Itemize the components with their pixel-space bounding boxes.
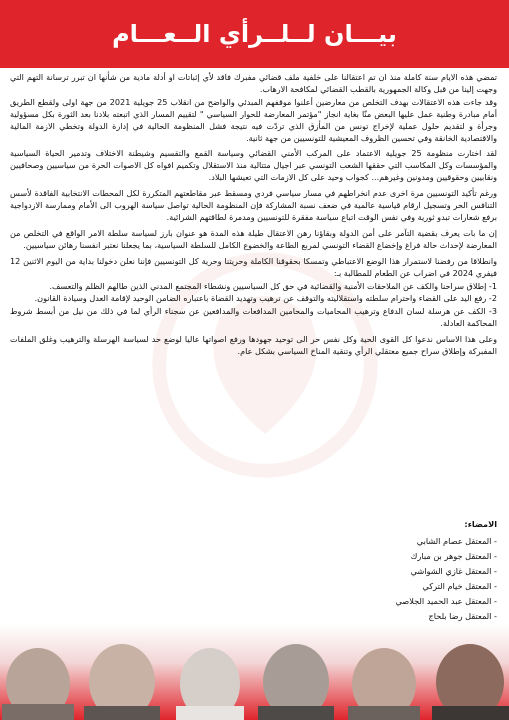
paragraph-intro: تمضي هذه الايام سنة كاملة منذ ان تم اعتقالنا على خلفية ملف قضائي مفبرك فاقد لأي إثباتات او أدلة مادية من شأنها ان تبرر ترسانة التهم التي وجهت إلينا من قبل وكالة الجمهورية بالقطب القضائي لمكافحة الارهاب. <box>10 72 497 94</box>
demand-1: 1- إطلاق سراحنا والكف عن الملاحقات الأمنية والقضائية في حق كل السياسيين ونشطاء المجتمع المدني الذين طالهم الظلم والتعسف. <box>49 280 497 291</box>
portrait-photo <box>84 644 160 720</box>
header-banner <box>0 0 509 68</box>
paragraph-conspiracy-case: إن ما بات يعرف بقضية التآمر على أمن الدولة وبقاؤنا رهن الاعتقال طيلة هذه المدة هو عنوان بارز لسياسة سلطة الامر الواقع في التخلص من المعارضة لإحداث حالة فراغ وإخضاع القضاء التونسي لمربع الطاعة والخضوع الكامل للسلطة السياسية، بما يجعلنا نعتبر انفسنا رهائن سياسيين. <box>10 227 497 250</box>
demand-2: 2- رفع اليد على القضاء واحترام سلطته واستقلاليته والتوقف عن ترهيب وتهديد القضاة باعتباره الضامن الوحيد لإقامة العدل وسيادة القانون. <box>34 293 497 304</box>
signature-title: الامضاء: <box>464 519 497 529</box>
signature-block <box>395 517 497 624</box>
paragraph-elections: ورغم تأكيد التونسيين مرة اخرى عدم انخراطهم في مسار سياسي فردي ومسقط عبر مقاطعتهم المتكررة لكل المحطات الانتخابية الفاقدة لأسس التنافس الحر وتسجيل ارقام قياسية عالمية في ضعف نسبة المشاركة فإن المنظومة الحالية تواصل سياسة الهروب الى الأمام وممارسة الازدواجية برفع شعارات تبدو ثورية وفي نفس الوقت اتباع سياسة مفقرة للتونسيين ومدمرة لطاقتهم الشرائية. <box>10 188 497 222</box>
signatory: - المعتقل عبد الحميد الجلاصي <box>395 596 497 606</box>
portrait-photo <box>432 644 509 720</box>
statement-body <box>10 72 497 359</box>
portrait-photo <box>2 648 74 720</box>
signatory: - المعتقل غازي الشواشي <box>410 566 497 576</box>
demand-3: 3- الكف عن هرسلة لسان الدفاع وترهيب المحاميات والمحامين المدافعات والمدافعين عن سجناء الرأي لما في ذلك من نيل من أبسط شروط المحاكمة العادلة. <box>10 306 497 329</box>
paragraph-background: وقد جاءت هذه الاعتقالات بهدف التخلص من معارضين أعلنوا موقفهم المبدئي والواضح من انقلاب 25 جويلية 2021 من جهة اولى ولقطع الطريق أمام مبادرة وطنية عمل عليها البعض منّا بغاية انجاز "مؤتمر المعارضة للحوار السياسي " لتقييم المسار الذي اتبعته بلادنا بعد الثورة بكل مسؤولية وجرأة و لتقديم حلول عملية لإخراج تونس من المأزق الذي تردّت فيه نتيجة فشل المنظومة الحالية في إدارة الدولة وتخطي الازمة المالية والاقتصادية الخانقة وفي تحسين الظروف المعيشية للتونسيين من جهة ثانية. <box>10 96 497 143</box>
paragraph-repression: لقد اختارت منظومة 25 جويلية الاعتماد على المركب الأمني القضائي وسياسة القمع والتقسيم وشيطنة الاختلاف وتدمير الحياة السياسية والمؤسسات وكل المكاسب التي حققها الشعب التونسي عبر اجيال متتالية منذ الاستقلال وتكميم افواه كل الاصوات الحرة من سياسيين وصحافيين ونقابيين وحقوقيين ومدونين وغيرهم... كجواب وحيد على كل الازمات التي تعيشها البلاد. <box>10 148 497 183</box>
signatory: - المعتقل خيام التركي <box>422 581 497 591</box>
signatory: - المعتقل عصام الشابي <box>416 536 497 546</box>
portrait-photo <box>258 644 334 720</box>
signatory: - المعتقل جوهر بن مبارك <box>410 551 497 561</box>
statement-title: بيـــان لــلــرأي الــعـــام <box>112 20 397 48</box>
detainee-portraits <box>0 624 509 720</box>
portrait-photo <box>348 648 420 720</box>
signatory: - المعتقل رضا بلحاج <box>428 611 497 621</box>
portrait-photo <box>176 648 244 720</box>
paragraph-hunger-strike: وانطلاقا من رفضنا لاستمرار هذا الوضع الاعتباطي وتمسكا بحقوقنا الكاملة وحريتنا وحرية كل التونسيين فإننا نعلن دخولنا بداية من اليوم الاثنين 12 فيفري 2024 في اضراب عن الطعام للمطالبة بـ: <box>10 255 497 278</box>
paragraph-call: وعلى هذا الاساس ندعوا كل القوى الحية وكل نفس حر الى توحيد جهودها ورفع اصواتها عاليا لوضع حد لسياسة الهرسلة والترهيب وغلق الملفات المفبركة وإطلاق سراح جميع معتقلي الرأي وتنقية المناخ السياسي بشكل عام. <box>10 334 497 357</box>
